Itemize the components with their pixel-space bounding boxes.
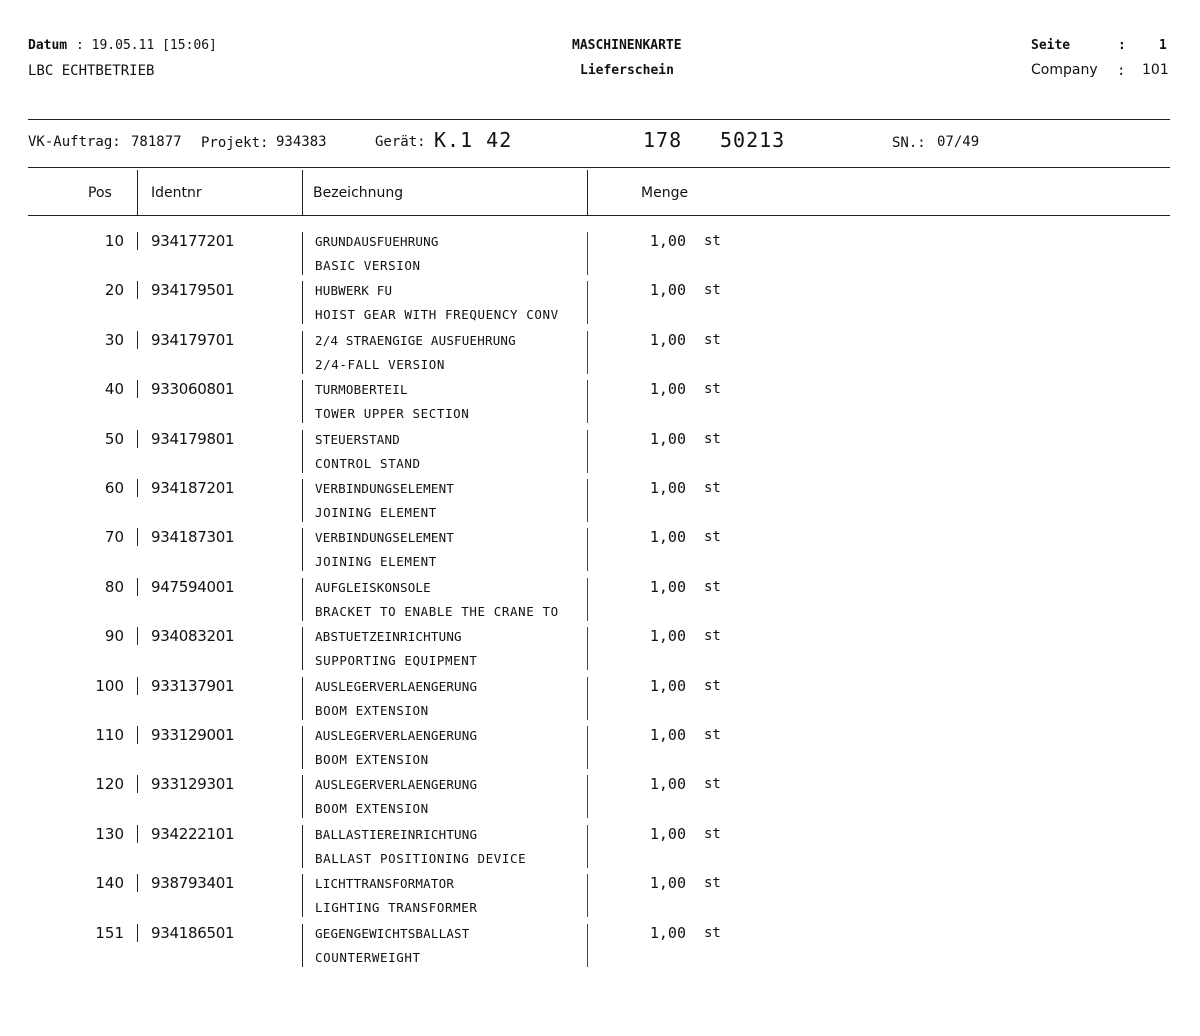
row-separator [587,578,588,621]
row-separator [302,380,303,423]
row-pos: 10 [104,232,124,250]
row-description-en: JOINING ELEMENT [315,505,437,520]
table-row [0,872,1200,921]
row-identnr: 933129301 [151,775,235,794]
row-separator [302,677,303,720]
row-identnr: 934179501 [151,281,235,300]
row-separator [302,627,303,670]
row-pos: 30 [104,330,124,349]
row-description-en: BOOM EXTENSION [315,801,429,817]
table-row [0,625,1200,674]
row-identnr: 934177201 [151,232,235,250]
row-separator [137,775,138,793]
row-identnr: 934187301 [151,528,235,547]
header-divider [28,119,1170,120]
row-separator [137,331,138,349]
row-separator [587,825,588,868]
seite-label: Seite [1031,38,1071,53]
row-separator [302,232,303,275]
row-description-en: JOINING ELEMENT [315,554,437,570]
row-description-de: GEGENGEWICHTSBALLAST [315,925,470,941]
row-identnr: 934179801 [151,429,235,448]
row-description-en: BOOM EXTENSION [315,752,429,767]
row-pos: 120 [95,775,124,794]
table-row [0,526,1200,575]
row-description-de: STEUERSTAND [315,431,400,447]
table-row [0,477,1200,526]
seite-sep: : [1118,38,1126,53]
row-quantity: 1,00 [649,281,686,300]
row-quantity: 1,00 [649,874,686,893]
col-separator-3 [587,170,588,216]
table-header-top-border [28,167,1170,168]
row-description-en: HOIST GEAR WITH FREQUENCY CONV [315,307,559,323]
row-description-en: BALLAST POSITIONING DEVICE [315,850,527,866]
row-unit: st [704,727,721,743]
seite-value: 1 [1159,38,1167,53]
row-identnr: 947594001 [151,577,235,596]
table-row [0,724,1200,773]
row-separator [302,924,303,967]
row-separator [137,232,138,250]
row-separator [302,874,303,917]
col-separator-1 [137,170,138,216]
row-identnr: 933129001 [151,726,235,744]
row-quantity: 1,00 [649,577,686,596]
row-unit: st [704,776,721,793]
document-subtitle: Lieferschein [580,63,674,78]
row-quantity: 1,00 [649,726,686,744]
row-description-de: GRUNDAUSFUEHRUNG [315,234,439,249]
row-description-de: AUSLEGERVERLAENGERUNG [315,678,478,694]
row-quantity: 1,00 [649,627,686,646]
vk-auftrag-label: VK-Auftrag: [28,134,121,150]
row-separator [137,627,138,645]
row-description-de: ABSTUETZEINRICHTUNG [315,629,462,645]
table-row [0,823,1200,872]
row-description-de: VERBINDUNGSELEMENT [315,481,455,496]
row-separator [137,924,138,942]
row-description-en: 2/4-FALL VERSION [315,356,446,372]
row-identnr: 933060801 [151,380,235,399]
row-unit: st [704,924,721,941]
row-identnr: 934186501 [151,923,235,942]
row-unit: st [704,381,721,398]
row-unit: st [704,875,721,892]
row-description-de: TURMOBERTEIL [315,382,408,398]
row-unit: st [704,677,721,694]
row-description-de: AUSLEGERVERLAENGERUNG [315,728,478,743]
row-identnr: 934187201 [151,479,235,497]
sn-value: 07/49 [937,134,980,150]
col-header-bezeichnung: Bezeichnung [313,185,404,201]
row-separator [587,380,588,423]
table-row [0,329,1200,378]
row-separator [587,232,588,275]
table-row [0,675,1200,724]
document-title: MASCHINENKARTE [572,38,682,53]
row-unit: st [704,282,721,299]
row-description-en: BASIC VERSION [315,258,421,273]
row-unit: st [704,529,721,546]
col-separator-2 [302,170,303,216]
row-separator [302,430,303,473]
row-separator [137,874,138,892]
row-separator [137,726,138,744]
row-quantity: 1,00 [649,330,686,349]
row-quantity: 1,00 [649,775,686,794]
row-pos: 110 [95,726,124,744]
machine-number-1: 178 [643,128,683,152]
row-unit: st [704,825,721,842]
projekt-label: Projekt: [201,135,269,151]
row-unit: st [704,628,721,645]
row-description-en: BRACKET TO ENABLE THE CRANE TO [315,603,559,619]
row-description-en: COUNTERWEIGHT [315,949,421,965]
row-quantity: 1,00 [649,380,686,399]
table-row [0,922,1200,971]
row-description-de: LICHTTRANSFORMATOR [315,876,455,892]
row-description-de: AUSLEGERVERLAENGERUNG [315,777,478,793]
row-separator [302,825,303,868]
row-separator [137,528,138,546]
row-separator [587,331,588,374]
company-value: 101 [1142,62,1169,78]
table-row [0,378,1200,427]
table-row [0,773,1200,822]
datum-label: Datum [28,38,68,53]
datum-value: : 19.05.11 [15:06] [76,38,217,53]
row-pos: 60 [104,479,124,497]
row-unit: st [704,430,721,447]
row-description-en: BOOM EXTENSION [315,702,429,718]
table-row [0,576,1200,625]
row-pos: 100 [95,676,124,695]
row-description-de: VERBINDUNGSELEMENT [315,530,455,546]
row-pos: 70 [104,528,124,547]
col-header-identnr: Identnr [151,185,202,201]
row-separator [302,331,303,374]
row-separator [137,825,138,843]
row-pos: 20 [104,281,124,300]
row-quantity: 1,00 [649,824,686,843]
table-row [0,279,1200,328]
row-quantity: 1,00 [649,232,686,250]
row-separator [587,775,588,818]
company-name: LBC ECHTBETRIEB [28,63,155,79]
row-separator [302,726,303,769]
row-description-en: CONTROL STAND [315,455,421,471]
row-identnr: 934083201 [151,627,235,646]
row-separator [137,380,138,398]
row-separator [587,874,588,917]
geraet-value: K.1 42 [434,128,513,152]
row-description-de: AUFGLEISKONSOLE [315,579,431,595]
row-quantity: 1,00 [649,429,686,448]
row-unit: st [704,480,721,496]
row-quantity: 1,00 [649,528,686,547]
row-separator [587,281,588,324]
vk-auftrag-value: 781877 [131,134,182,150]
row-description-en: LIGHTING TRANSFORMER [315,900,478,916]
row-unit: st [704,578,721,595]
row-separator [587,430,588,473]
row-separator [302,775,303,818]
row-identnr: 934179701 [151,330,235,349]
row-separator [137,281,138,299]
row-separator [302,479,303,522]
col-header-menge: Menge [641,185,689,201]
row-description-de: BALLASTIEREINRICHTUNG [315,826,478,842]
company-sep: : [1117,63,1126,79]
col-header-pos: Pos [88,185,112,201]
row-pos: 90 [104,627,124,646]
row-identnr: 934222101 [151,824,235,843]
projekt-value: 934383 [276,134,327,150]
row-separator [302,528,303,571]
row-separator [137,677,138,695]
row-separator [302,281,303,324]
row-description-en: TOWER UPPER SECTION [315,406,470,422]
table-row [0,230,1200,279]
row-quantity: 1,00 [649,676,686,695]
row-separator [587,479,588,522]
row-pos: 80 [104,577,124,596]
sn-label: SN.: [892,135,926,151]
row-unit: st [704,233,721,249]
row-quantity: 1,00 [649,479,686,497]
row-identnr: 933137901 [151,676,235,695]
row-separator [137,479,138,497]
row-description-de: 2/4 STRAENGIGE AUSFUEHRUNG [315,332,516,348]
row-separator [587,924,588,967]
row-pos: 151 [95,923,124,942]
row-pos: 50 [104,429,124,448]
row-separator [587,528,588,571]
company-label: Company [1031,62,1098,78]
row-description-de: HUBWERK FU [315,283,393,299]
row-quantity: 1,00 [649,923,686,942]
row-pos: 40 [104,380,124,399]
table-header-bottom-border [28,215,1170,216]
row-pos: 130 [95,824,124,843]
row-description-en: SUPPORTING EQUIPMENT [315,653,478,669]
geraet-label: Gerät: [375,134,426,150]
row-identnr: 938793401 [151,874,235,893]
row-separator [587,677,588,720]
row-separator [587,726,588,769]
row-separator [137,578,138,596]
machine-number-2: 50213 [720,128,786,152]
row-separator [137,430,138,448]
table-row [0,428,1200,477]
row-separator [587,627,588,670]
row-separator [302,578,303,621]
row-pos: 140 [95,874,124,893]
row-unit: st [704,331,721,348]
